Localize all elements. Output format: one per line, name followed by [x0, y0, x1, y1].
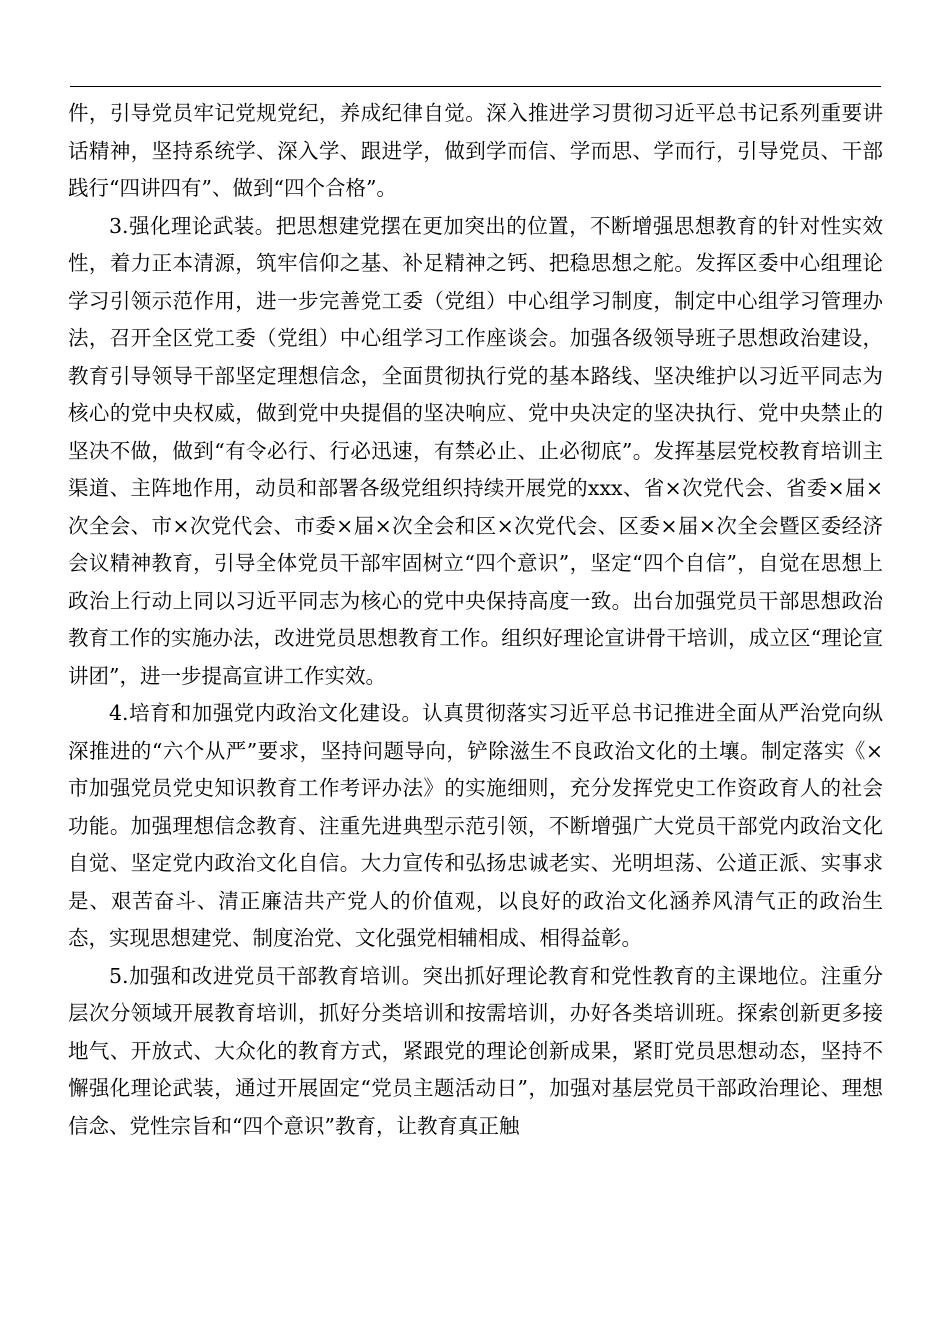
- header-rule: [70, 86, 881, 87]
- paragraph-5-cadre-training: 5.加强和改进党员干部教育培训。突出抓好理论教育和党性教育的主课地位。注重分层次分领域开展教育培训，抓好分类培训和按需培训，办好各类培训班。探索创新更多接地气、开放式、大众化的教育方式，紧跟党的理论创新成果，紧盯党员思想动态，坚持不懈强化理论武装，通过开展固定“党员主题活动日”，加强对基层党员干部政治理论、理想信念、党性宗旨和“四个意识”教育，让教育真正触: [68, 963, 883, 1138]
- paragraph-3-theory-arming: 3.强化理论武装。把思想建党摆在更加突出的位置，不断增强思想教育的针对性实效性，着力正本清源，筑牢信仰之基、补足精神之钙、把稳思想之舵。发挥区委中心组理论学习引领示范作用，进一步完善党工委（党组）中心组学习制度，制定中心组学习管理办法，召开全区党工委（党组）中心组学习工作座谈会。加强各级领导班子思想政治建设，教育引导领导干部坚定理想信念，全面贯彻执行党的基本路线、坚决维护以习近平同志为核心的党中央权威，做到党中央提倡的坚决响应、党中央决定的坚决执行、党中央禁止的坚决不做，做到“有令必行、行必迅速，有禁必止、止必彻底”。发挥基层党校教育培训主渠道、主阵地作用，动员和部署各级党组织持续开展党的xxx、省×次党代会、省委×届×次全会、市×次党代会、市委×届×次全会和区×次党代会、区委×届×次全会暨区委经济会议精神教育，引导全体党员干部牢固树立“四个意识”，坚定“四个自信”，自觉在思想上政治上行动上同以习近平同志为核心的党中央保持高度一致。出台加强党员干部思想政治教育工作的实施办法，改进党员思想教育工作。组织好理论宣讲骨干培训，成立区“理论宣讲团”，进一步提高宣讲工作实效。: [68, 213, 883, 688]
- paragraph-continuation: 件，引导党员牢记党规党纪，养成纪律自觉。深入推进学习贯彻习近平总书记系列重要讲话精神，坚持系统学、深入学、跟进学，做到学而信、学而思、学而行，引导党员、干部践行“四讲四有”、做到“四个合格”。: [68, 101, 883, 200]
- paragraph-4-political-culture: 4.培育和加强党内政治文化建设。认真贯彻落实习近平总书记推进全面从严治党向纵深推进的“六个从严”要求，坚持问题导向，铲除滋生不良政治文化的土壤。制定落实《×市加强党员党史知识教育工作考评办法》的实施细则，充分发挥党史工作资政育人的社会功能。加强理想信念教育、注重先进典型示范引领，不断增强广大党员干部党内政治文化自觉、坚定党内政治文化自信。大力宣传和弘扬忠诚老实、光明坦荡、公道正派、实事求是、艰苦奋斗、清正廉洁共产党人的价值观，以良好的政治文化涵养风清气正的政治生态，实现思想建党、制度治党、文化强党相辅相成、相得益彰。: [68, 701, 883, 950]
- document-body: [68, 95, 883, 1145]
